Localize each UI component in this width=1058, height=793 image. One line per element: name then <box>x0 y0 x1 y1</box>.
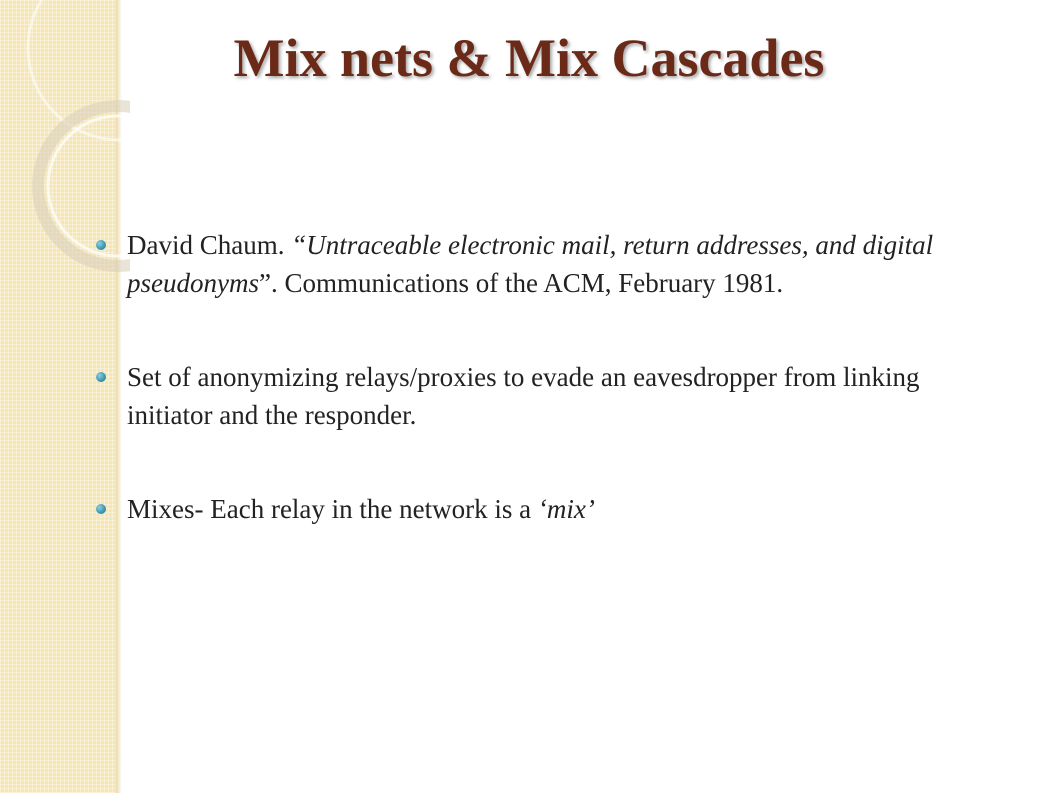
reference-author: David Chaum. <box>127 230 292 260</box>
bullet-list <box>96 226 946 528</box>
bullet-item-reference <box>96 226 946 302</box>
bullet-item-definition <box>96 358 946 434</box>
mixes-text: Mixes- Each relay in the network is a <box>127 494 538 524</box>
bullet-icon <box>96 372 106 382</box>
bullet-item-mixes <box>96 490 946 528</box>
mix-term: ‘mix’ <box>537 494 595 524</box>
reference-paper-title: “Untraceable electronic mail, return addresses, and digital pseudonyms <box>127 230 934 298</box>
bullet-icon <box>96 240 106 250</box>
bullet-icon <box>96 504 106 514</box>
reference-publication: ”. Communications of the ACM, February 1981. <box>258 268 784 298</box>
definition-text: Set of anonymizing relays/proxies to evade an eavesdropper from linking initiator and the responder. <box>127 362 920 430</box>
slide-title: Mix nets & Mix Cascades <box>233 28 825 88</box>
